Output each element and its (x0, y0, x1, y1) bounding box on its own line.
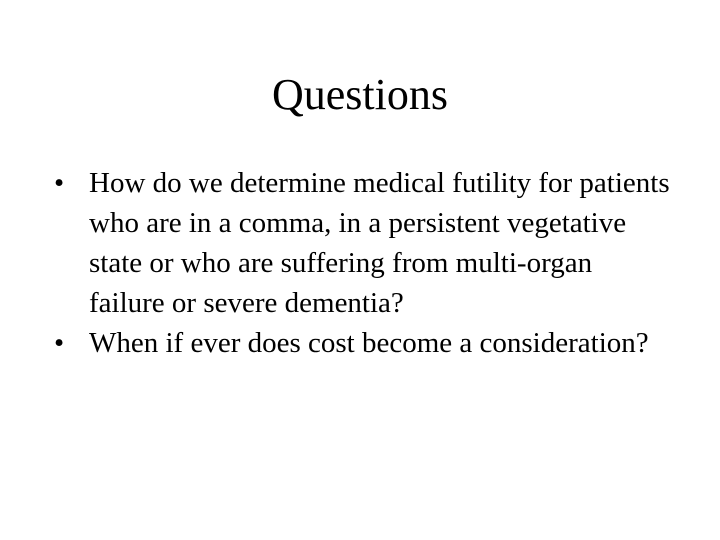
bullet-marker: • (54, 327, 65, 359)
bullet-item (54, 323, 674, 363)
bullet-text: When if ever does cost become a consideration? (89, 327, 649, 359)
bullet-marker: • (54, 167, 65, 199)
bullet-list (54, 163, 674, 363)
bullet-item (54, 163, 674, 323)
slide-title: Questions (272, 70, 448, 119)
bullet-text: How do we determine medical futility for patients who are in a comma, in a persistent vegetative state or who are suffering from multi-organ failure or severe dementia? (89, 167, 670, 319)
